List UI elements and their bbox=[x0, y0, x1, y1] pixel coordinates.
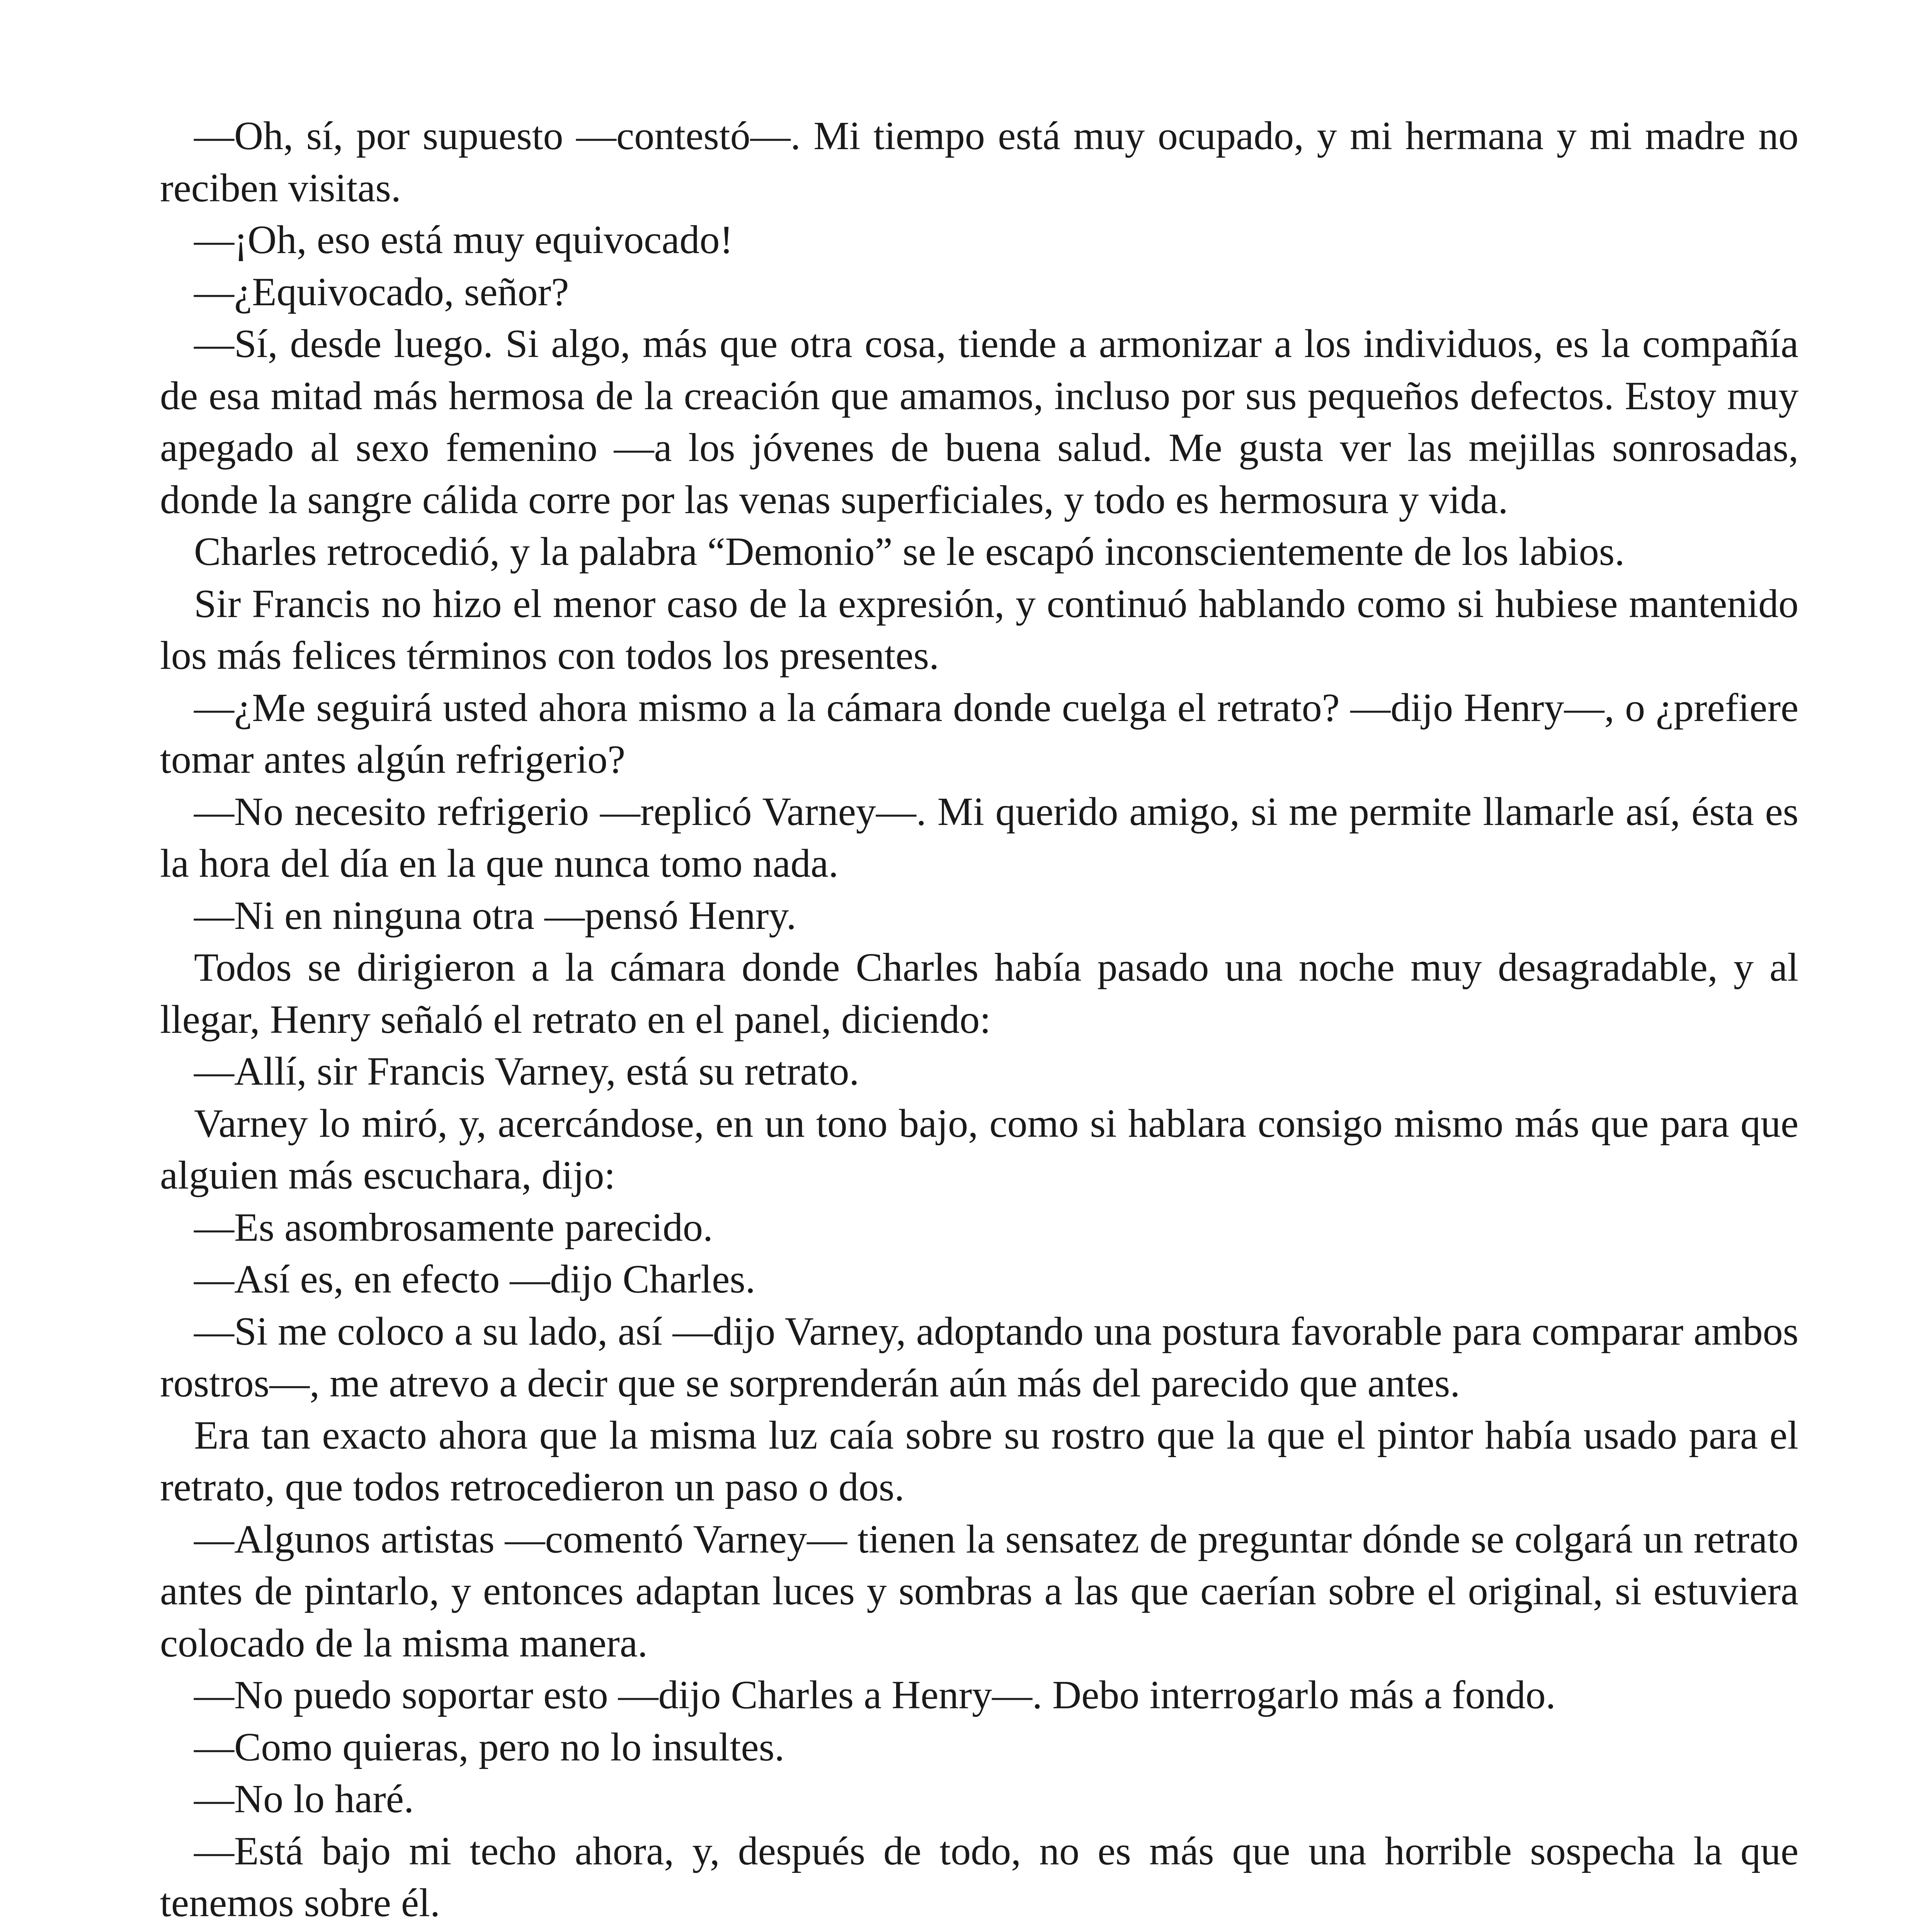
paragraph: —Está bajo mi techo ahora, y, después de todo, no es más que una horrible sospecha la que tenemos sobre él. bbox=[160, 1828, 1799, 1925]
paragraph: Todos se dirigieron a la cámara donde Charles había pasado una noche muy desagradable, y al llegar, Henry señaló el retrato en el panel, diciendo: bbox=[160, 945, 1799, 1042]
paragraph: —No lo haré. bbox=[194, 1777, 414, 1821]
paragraph: —No puedo soportar esto —dijo Charles a Henry—. Debo interrogarlo más a fondo. bbox=[194, 1673, 1556, 1717]
paragraph: —Es asombrosamente parecido. bbox=[194, 1205, 713, 1250]
paragraph: —Si me coloco a su lado, así —dijo Varney, adoptando una postura favorable para comparar ambos rostros—, me atrevo a decir que se sorprenderán aún más del parecido que antes. bbox=[160, 1309, 1799, 1405]
page-body bbox=[160, 110, 1799, 1932]
paragraph: —¿Equivocado, señor? bbox=[194, 269, 569, 314]
paragraph: —Allí, sir Francis Varney, está su retrato. bbox=[194, 1049, 859, 1094]
paragraph: —Sí, desde luego. Si algo, más que otra cosa, tiende a armonizar a los individuos, es la compañía de esa mitad más hermosa de la creación que amamos, incluso por sus pequeños defectos. Estoy muy apegado al sexo femenino —a los jóvenes de buena salud. Me gusta ver las mejillas sonrosadas, donde la sangre cálida corre por las venas superficiales, y todo es hermosura y vida. bbox=[160, 321, 1799, 522]
paragraph: —Como quieras, pero no lo insultes. bbox=[194, 1725, 785, 1769]
paragraph: Era tan exacto ahora que la misma luz caía sobre su rostro que la que el pintor había usado para el retrato, que todos retrocedieron un paso o dos. bbox=[160, 1413, 1799, 1509]
paragraph: —Ni en ninguna otra —pensó Henry. bbox=[194, 893, 796, 938]
paragraph: —¡Oh, eso está muy equivocado! bbox=[194, 218, 733, 262]
paragraph: Varney lo miró, y, acercándose, en un tono bajo, como si hablara consigo mismo más que para que alguien más escuchara, dijo: bbox=[160, 1101, 1799, 1197]
paragraph bbox=[160, 1929, 1799, 1932]
paragraph: —Algunos artistas —comentó Varney— tienen la sensatez de preguntar dónde se colgará un retrato antes de pintarlo, y entonces adaptan luces y sombras a las que caerían sobre el original, si estuviera colocado de la misma manera. bbox=[160, 1517, 1799, 1665]
paragraph: Charles retrocedió, y la palabra “Demonio” se le escapó inconscientemente de los labios. bbox=[194, 529, 1625, 574]
paragraph: —Así es, en efecto —dijo Charles. bbox=[194, 1257, 756, 1301]
paragraph: —Oh, sí, por supuesto —contestó—. Mi tiempo está muy ocupado, y mi hermana y mi madre no reciben visitas. bbox=[160, 114, 1799, 210]
paragraph: —No necesito refrigerio —replicó Varney—. Mi querido amigo, si me permite llamarle así, ésta es la hora del día en la que nunca tomo nada. bbox=[160, 789, 1799, 886]
paragraph: Sir Francis no hizo el menor caso de la expresión, y continuó hablando como si hubiese mantenido los más felices términos con todos los presentes. bbox=[160, 581, 1799, 678]
paragraph: —¿Me seguirá usted ahora mismo a la cámara donde cuelga el retrato? —dijo Henry—, o ¿prefiere tomar antes algún refrigerio? bbox=[160, 685, 1799, 782]
